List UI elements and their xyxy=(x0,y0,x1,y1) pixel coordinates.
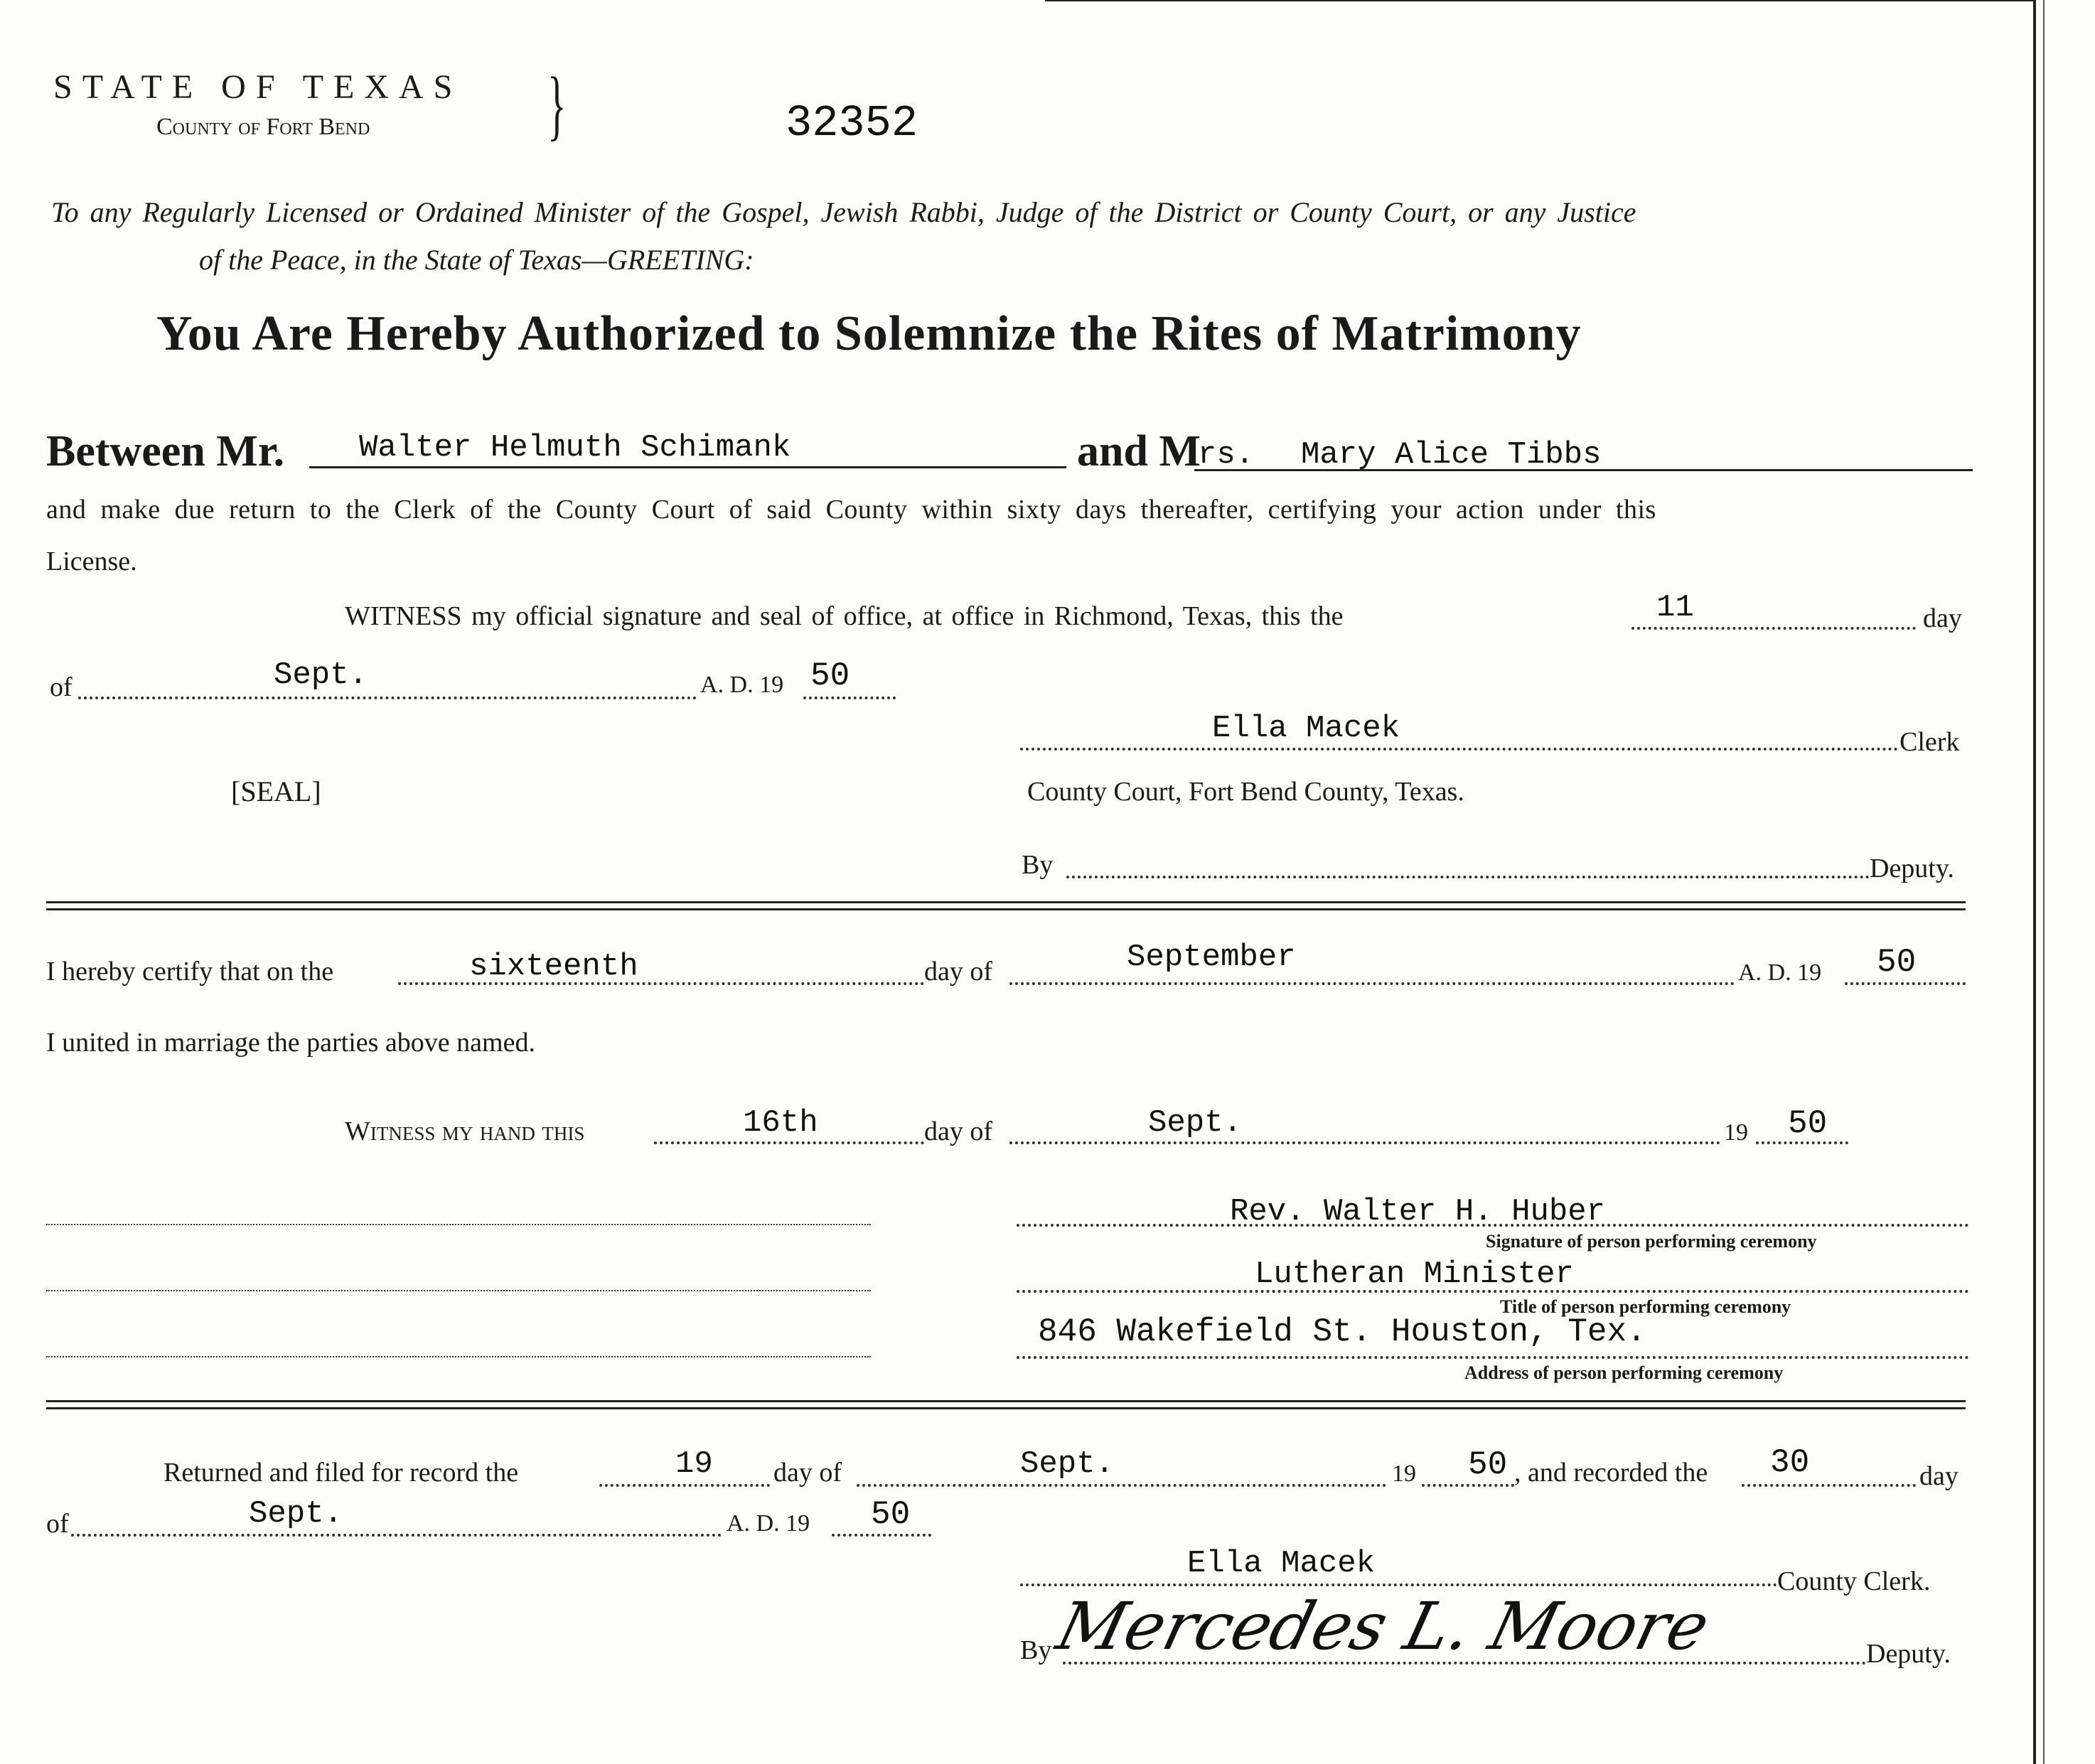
officiant-address-line xyxy=(1017,1356,1969,1359)
clerk-by-label: By xyxy=(1022,850,1054,880)
groom-underline xyxy=(309,466,1066,468)
filing-deputy-label: Deputy. xyxy=(1866,1639,1951,1669)
certificate-year-line xyxy=(1845,982,1966,985)
returned-year-value: 50 xyxy=(1468,1446,1508,1483)
separator-1-top xyxy=(46,901,1966,903)
groom-name: Walter Helmuth Schimank xyxy=(359,430,791,466)
witness-year-value: 50 xyxy=(810,657,850,694)
county-court-label: County Court, Fort Bend County, Texas. xyxy=(1027,777,1464,807)
certificate-ad-label: A. D. 19 xyxy=(1738,959,1822,986)
officiant-signature: Rev. Walter H. Huber xyxy=(1230,1194,1606,1230)
hand-year-value: 50 xyxy=(1788,1105,1828,1142)
between-label: Between Mr. xyxy=(46,427,285,475)
recorded-month-value: Sept. xyxy=(249,1496,343,1532)
certificate-month-value: September xyxy=(1127,940,1296,975)
header-brace: } xyxy=(547,61,567,148)
witness-year-line xyxy=(803,697,896,699)
separator-1-bottom xyxy=(46,908,1966,910)
witness-day-label: day xyxy=(1923,603,1962,633)
recorded-year-line xyxy=(832,1534,931,1537)
united-text: I united in marriage the parties above named. xyxy=(46,1028,535,1058)
hand-month-line xyxy=(1009,1141,1720,1144)
certificate-month-line xyxy=(1009,982,1735,985)
greeting-line-2: of the Peace, in the State of Texas—GREETING: xyxy=(199,244,754,276)
returned-text: Returned and filed for record the xyxy=(164,1458,519,1488)
witness-month-line xyxy=(78,697,697,699)
return-text-line-1: and make due return to the Clerk of the County Court of said County within sixty days thereafter, certifying your action under this xyxy=(46,495,1656,525)
witness-of-label: of xyxy=(50,672,73,702)
officiant-address: 846 Wakefield St. Houston, Tex. xyxy=(1038,1313,1646,1350)
clerk-label: Clerk xyxy=(1900,727,1960,757)
returned-day-line xyxy=(599,1484,770,1487)
witness-month-value: Sept. xyxy=(274,657,368,693)
right-border-line-outer xyxy=(2043,0,2045,1764)
witness-clerk-text: WITNESS my official signature and seal of office, at office in Richmond, Texas, this the xyxy=(345,601,1344,631)
separator-2-bottom xyxy=(46,1407,1966,1409)
authorization-title: You Are Hereby Authorized to Solemnize the Rites of Matrimony xyxy=(156,306,1582,361)
hand-month-value: Sept. xyxy=(1148,1105,1243,1141)
witness-day-value: 11 xyxy=(1656,590,1694,625)
and-label: and M xyxy=(1077,427,1201,475)
hand-year-prefix: 19 xyxy=(1724,1119,1748,1146)
recorded-day-label: day xyxy=(1919,1461,1959,1491)
separator-2-top xyxy=(46,1400,1966,1402)
certificate-day-value: sixteenth xyxy=(469,949,638,984)
greeting-line-1: To any Regularly Licensed or Ordained Minister of the Gospel, Jewish Rabbi, Judge of the District or County Court, or any Justice xyxy=(51,196,1636,228)
county-clerk-line xyxy=(1020,1583,1777,1586)
county-heading: County of Fort Bend xyxy=(156,114,370,140)
recorded-month-line xyxy=(71,1534,722,1537)
hand-day-value: 16th xyxy=(743,1105,818,1141)
witness-ad-label: A. D. 19 xyxy=(700,672,784,698)
address-caption: Address of person performing ceremony xyxy=(1464,1362,1784,1383)
hand-day-line xyxy=(654,1141,924,1144)
top-border-line xyxy=(1045,0,2033,1)
witness-hand-text: Witness my hand this xyxy=(345,1117,585,1146)
return-text-line-2: License. xyxy=(46,547,137,576)
returned-month-value: Sept. xyxy=(1020,1446,1115,1482)
license-number: 32352 xyxy=(786,98,918,149)
hand-day-of-label: day of xyxy=(924,1117,993,1146)
state-heading: STATE OF TEXAS xyxy=(53,68,463,106)
blank-line-3 xyxy=(46,1356,871,1357)
certificate-day-of-label: day of xyxy=(924,957,993,986)
blank-line-1 xyxy=(46,1224,871,1225)
recorded-ad-label: A. D. 19 xyxy=(727,1510,810,1537)
clerk-deputy-label: Deputy. xyxy=(1870,854,1954,883)
returned-month-line xyxy=(857,1484,1386,1487)
returned-year-line xyxy=(1422,1484,1514,1487)
returned-day-value: 19 xyxy=(675,1446,713,1482)
clerk-signature-line xyxy=(1020,748,1898,751)
recorded-of-label: of xyxy=(46,1509,69,1539)
deputy-signature: Mercedes L. Moore xyxy=(1049,1588,1717,1664)
returned-year-prefix: 19 xyxy=(1392,1461,1416,1487)
filing-by-label: By xyxy=(1020,1635,1052,1665)
recorded-day-value: 30 xyxy=(1770,1444,1810,1481)
witness-day-line xyxy=(1631,627,1916,630)
officiant-title: Lutheran Minister xyxy=(1255,1257,1574,1292)
title-caption: Title of person performing ceremony xyxy=(1500,1296,1791,1317)
clerk-deputy-line xyxy=(1066,876,1870,878)
filing-clerk-name: Ella Macek xyxy=(1187,1546,1376,1581)
signature-caption: Signature of person performing ceremony xyxy=(1486,1231,1817,1252)
bride-name: Mary Alice Tibbs xyxy=(1301,437,1602,473)
right-border-line xyxy=(2033,0,2036,1764)
certificate-year-value: 50 xyxy=(1877,944,1917,981)
county-clerk-label: County Clerk. xyxy=(1777,1566,1931,1596)
bride-prefix: rs. xyxy=(1198,437,1255,473)
recorded-text: , and recorded the xyxy=(1514,1458,1708,1488)
recorded-day-line xyxy=(1742,1484,1916,1487)
recorded-year-value: 50 xyxy=(871,1496,911,1533)
blank-line-2 xyxy=(46,1290,871,1291)
returned-day-of-label: day of xyxy=(773,1458,842,1488)
clerk-name: Ella Macek xyxy=(1212,711,1400,746)
certificate-intro: I hereby certify that on the xyxy=(46,957,334,986)
seal-label: [SEAL] xyxy=(231,775,321,807)
